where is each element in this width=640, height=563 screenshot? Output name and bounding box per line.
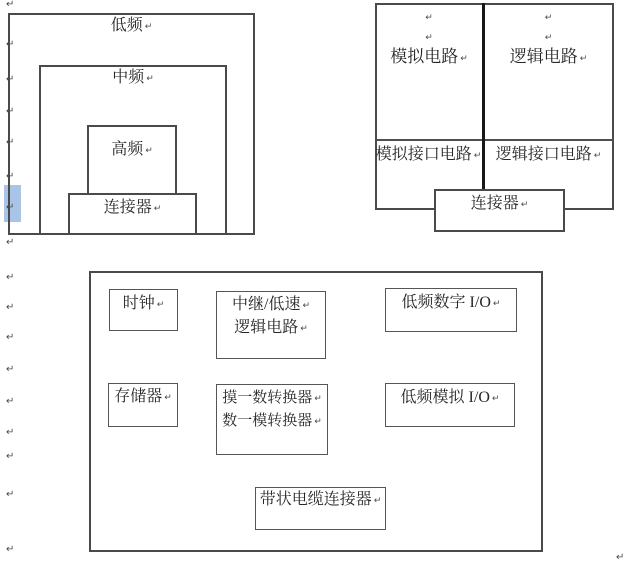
paragraph-mark-icon: ↵ — [6, 106, 15, 117]
paragraph-mark-icon: ↵ — [6, 396, 15, 407]
paragraph-mark-icon: ↵ — [6, 451, 15, 462]
converter-line2 — [216, 412, 328, 431]
paragraph-mark-icon: ↵ — [146, 74, 154, 84]
paragraph-mark-icon: ↵ — [145, 146, 153, 156]
logic-circuit-text: 逻辑电路 — [509, 47, 578, 66]
clock-text: 时钟 — [122, 295, 155, 312]
paragraph-mark-icon: ↵ — [473, 151, 482, 161]
paragraph-mark-icon: ↵ — [6, 202, 15, 213]
center-divider-line — [482, 3, 485, 189]
connector-label — [68, 199, 197, 218]
paragraph-mark-icon: ↵ — [153, 204, 162, 214]
paragraph-marks-logic-cell — [483, 8, 614, 48]
relay-line1-text: 中继/低速 — [232, 296, 301, 313]
paragraph-mark-icon: ↵ — [492, 299, 501, 309]
paragraph-mark-icon: ↵ — [616, 552, 625, 563]
ribbon-connector-text: 带状电缆连接器 — [259, 491, 372, 508]
mid-freq-label — [39, 69, 227, 88]
converter-line1 — [216, 389, 328, 408]
analog-interface-text: 模拟接口电路 — [375, 146, 472, 163]
paragraph-mark-icon: ↵ — [164, 393, 172, 403]
paragraph-mark-icon: ↵ — [300, 324, 308, 334]
paragraph-mark-icon: ↵ — [460, 54, 468, 64]
paragraph-mark-icon: ↵ — [520, 200, 529, 210]
paragraph-mark-icon: ↵ — [593, 151, 602, 161]
paragraph-mark-icon: ↵ — [314, 417, 322, 427]
paragraph-mark-icon: ↵ — [6, 39, 15, 50]
logic-interface-text: 逻辑接口电路 — [495, 146, 592, 163]
high-freq-label — [87, 141, 177, 160]
paragraph-mark-icon: ↵ — [6, 171, 15, 182]
low-freq-label — [8, 17, 255, 36]
relay-line2-text: 逻辑电路 — [234, 319, 299, 336]
analog-interface-label — [374, 146, 483, 165]
paragraph-mark-icon: ↵ — [314, 394, 322, 404]
paragraph-mark-icon: ↵ — [156, 300, 165, 310]
paragraph-mark-icon: ↵ — [6, 0, 15, 10]
paragraph-mark-icon: ↵ — [425, 33, 433, 43]
paragraph-mark-icon: ↵ — [6, 544, 15, 555]
paragraph-mark-icon: ↵ — [544, 33, 553, 43]
logic-interface-label — [485, 146, 612, 165]
low-freq-text: 低频 — [110, 17, 143, 34]
memory-label — [108, 388, 178, 407]
lf-analog-io-text: 低频模拟 I/O — [400, 389, 490, 406]
paragraph-mark-icon: ↵ — [302, 301, 310, 311]
lf-analog-io-label — [385, 389, 515, 408]
analog-circuit-label — [375, 48, 483, 68]
logic-circuit-label — [483, 48, 614, 68]
converter-label — [216, 389, 328, 431]
paragraph-mark-icon: ↵ — [6, 427, 15, 438]
paragraph-mark-icon: ↵ — [6, 237, 15, 248]
adc-text: 摸一数转换器 — [222, 390, 313, 406]
paragraph-mark-icon: ↵ — [6, 364, 15, 375]
analog-circuit-text: 模拟电路 — [390, 47, 459, 66]
lf-digital-io-text: 低频数字 I/O — [401, 294, 491, 311]
paragraph-mark-icon: ↵ — [579, 54, 588, 64]
paragraph-mark-icon: ↵ — [425, 13, 433, 23]
mid-freq-text: 中频 — [112, 69, 145, 86]
paragraph-mark-icon: ↵ — [373, 496, 382, 506]
paragraph-mark-icon: ↵ — [491, 394, 500, 404]
connector-text: 连接器 — [103, 199, 152, 216]
relay-logic-line2 — [216, 319, 326, 338]
ribbon-connector-label — [255, 491, 386, 510]
relay-logic-line1 — [216, 296, 326, 315]
lf-digital-io-label — [385, 294, 517, 313]
relay-logic-label — [216, 296, 326, 338]
paragraph-mark-icon: ↵ — [6, 302, 15, 313]
paragraph-mark-icon: ↵ — [6, 137, 15, 148]
high-freq-text: 高频 — [111, 141, 144, 158]
clock-label — [109, 295, 178, 314]
paragraph-mark-icon: ↵ — [6, 272, 15, 283]
split-connector-label — [434, 195, 565, 214]
dac-text: 数一模转换器 — [222, 413, 313, 429]
paragraph-mark-icon: ↵ — [6, 489, 15, 500]
split-connector-text: 连接器 — [470, 195, 519, 212]
interface-divider-line — [375, 139, 614, 141]
memory-text: 存储器 — [114, 388, 163, 405]
paragraph-mark-icon: ↵ — [6, 74, 15, 85]
paragraph-marks-analog-cell — [375, 8, 483, 48]
paragraph-mark-icon: ↵ — [544, 13, 553, 23]
paragraph-mark-icon: ↵ — [144, 22, 153, 32]
paragraph-mark-icon: ↵ — [6, 332, 15, 343]
